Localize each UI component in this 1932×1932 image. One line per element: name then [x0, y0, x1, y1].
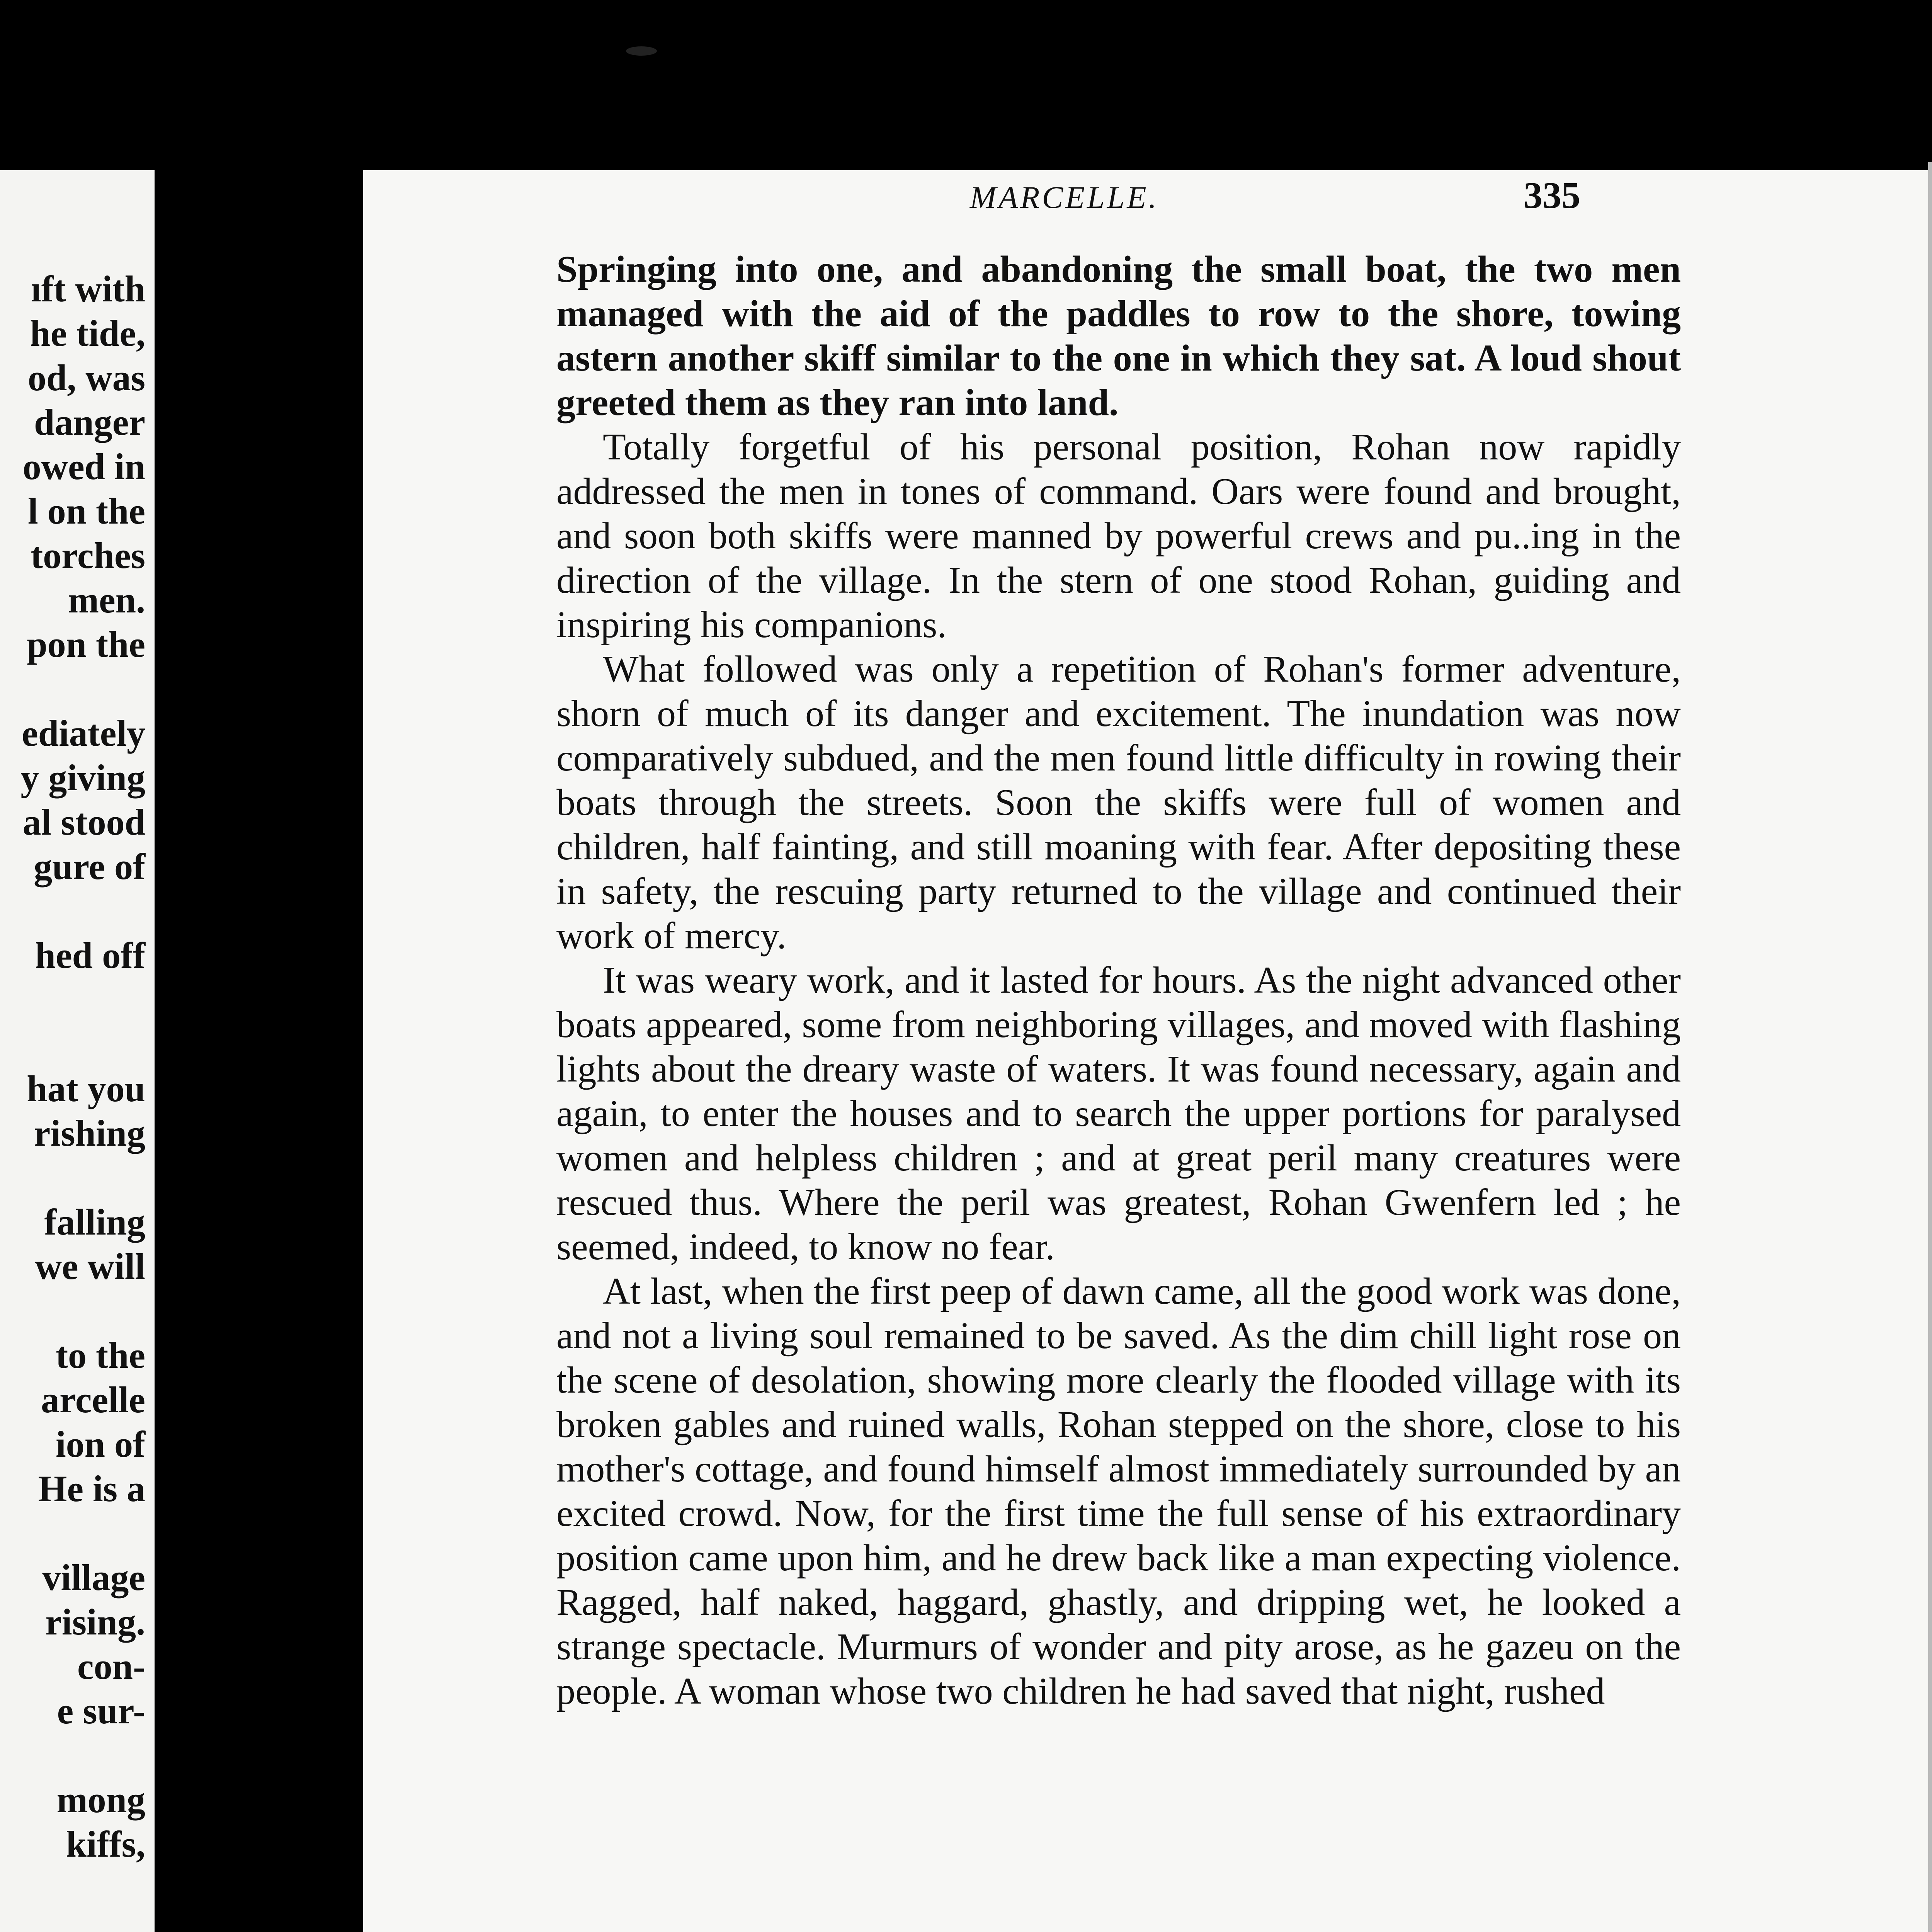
left-page-fragment: con- [77, 1646, 145, 1687]
left-page-fragment: ion of [55, 1423, 145, 1465]
left-page-fragment: ediately [22, 713, 145, 754]
left-page-fragment: hat you [27, 1068, 145, 1109]
left-page-fragment: mong [56, 1779, 145, 1820]
left-page-fragment: we will [35, 1246, 145, 1287]
left-page-fragment: owed in [22, 446, 145, 487]
left-page-fragment: arcelle [41, 1379, 145, 1420]
left-page-fragment: hed off [35, 935, 145, 976]
body-text [556, 247, 1681, 1714]
left-page-fragment: he tide, [30, 313, 145, 354]
paragraph-3: What followed was only a repetition of Rohan's former adventure, shorn of much of its danger and excitement. The inundation was now comparatively subdued, and the men found little difficulty in rowing their boats through the streets. Soon the skiffs were full of women and children, half fainting, and still moaning with fear. After depositing these in safety, the rescuing party returned to the village and continued their work of mercy. [556, 648, 1681, 957]
paragraph-5: At last, when the first peep of dawn came, all the good work was done, and not a living soul remained to be saved. As the dim chill light rose on the scene of desolation, showing more clearly the flooded village with its broken gables and ruined walls, Rohan stepped on the shore, close to his mother's cottage, and found himself almost immediately surrounded by an excited crowd. Now, for the first time the full sense of his extraordinary position came upon him, and he drew back like a man expecting violence. Ragged, half naked, haggard, ghastly, and dripping wet, he looked a strange spectacle. Murmurs of wonder and pity arose, as he gazeu on the people. A woman whose two children he had saved that night, rushed [556, 1270, 1681, 1712]
left-page-fragment: torches [31, 535, 145, 576]
paragraph-4: It was weary work, and it lasted for hours. As the night advanced other boats appeared, some from neighboring villages, and moved with flashing lights about the dreary waste of waters. It was found necessary, again and again, to enter the houses and to search the upper portions for paralysed women and helpless children ; and at great peril many creatures were rescued thus. Where the peril was greatest, Rohan Gwenfern led ; he seemed, indeed, to know no fear. [556, 959, 1681, 1268]
left-page-fragment: y giving [20, 757, 145, 798]
left-page-fragment: to the [56, 1335, 145, 1376]
left-page-fragment: rising. [45, 1601, 145, 1643]
left-page-fragment: gure of [34, 846, 145, 887]
left-page-fragment: rishing [34, 1112, 145, 1154]
left-page-fragment: kiffs, [66, 1823, 145, 1865]
ink-speck [626, 46, 657, 56]
left-page-fragment: men. [68, 579, 145, 621]
left-page-fragment: danger [34, 401, 145, 443]
running-title: MARCELLE. [970, 180, 1159, 215]
left-page-fragment: pon the [27, 624, 145, 665]
left-page-fragment: al stood [22, 801, 145, 843]
left-page-fragment: l on the [27, 490, 145, 532]
left-facing-page [0, 170, 155, 1932]
paragraph-1: Springing into one, and abandoning the small boat, the two men managed with the aid of the paddles to row to the shore, towing astern another skiff similar to the one in which they sat. A loud shout greeted them as they ran into land. [556, 248, 1681, 423]
page-number: 335 [1524, 175, 1580, 216]
left-page-fragment: village [42, 1557, 145, 1598]
left-page-fragment: He is a [38, 1468, 145, 1509]
page-edges [1928, 162, 1932, 1932]
left-page-fragment: e sur- [57, 1690, 145, 1731]
paragraph-2: Totally forgetful of his personal position, Rohan now rapidly addressed the men in tones of command. Oars were found and brought, and soon both skiffs were manned by powerful crews and pu..ing in the direction of the village. In the stern of one stood Rohan, guiding and inspiring his companions. [556, 426, 1681, 646]
left-page-fragment: ıft with [31, 268, 145, 310]
left-page-fragment: falling [44, 1201, 145, 1243]
running-head [576, 174, 1580, 217]
left-page-fragment: od, was [27, 357, 145, 398]
